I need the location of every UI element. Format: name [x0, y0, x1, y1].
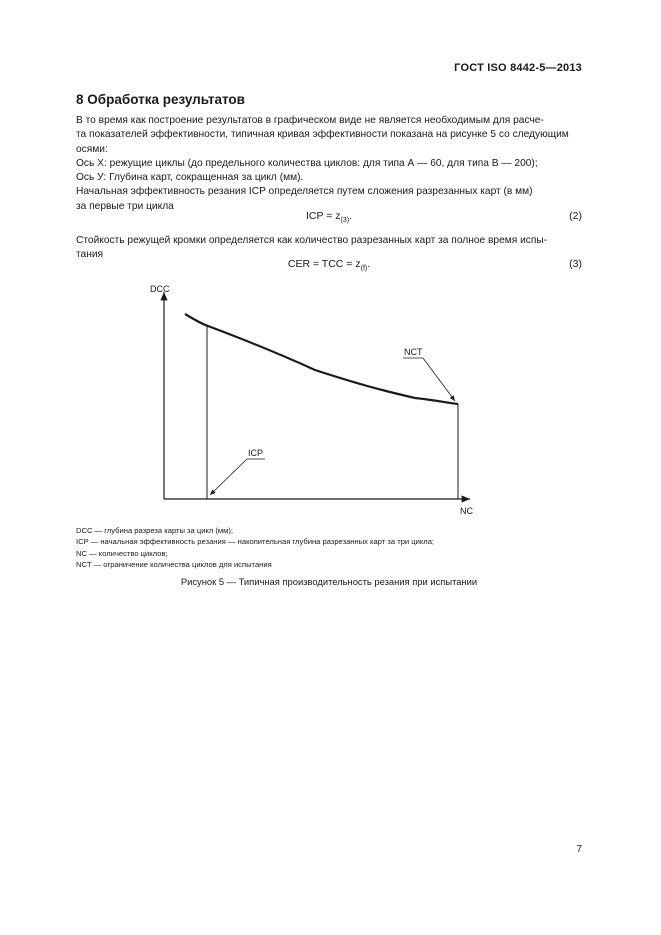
axis-x-description: Ось X: режущие циклы (до предельного количества циклов: для типа А — 60, для типа В — 200); [76, 157, 538, 169]
paragraph-line: тания [76, 249, 104, 261]
legend-item-dcc: DCC — глубина разреза карты за цикл (мм); [76, 526, 234, 535]
figure-legend [76, 525, 596, 571]
axis-y-description: Ось У: Глубина карт, сокращенная за цикл (мм). [76, 172, 304, 184]
formula-2 [76, 210, 582, 224]
formula-2-expression: ICP = $z_{(3)}$. [305, 210, 352, 225]
x-axis-label: NC [460, 506, 473, 516]
paragraph-line: осями: [76, 143, 108, 155]
y-axis-label: DCC [150, 284, 170, 294]
icp-callout-arrow [210, 459, 247, 495]
paragraph-line: В то время как построение результатов в графическом виде не является необходимым для расче- [76, 115, 544, 126]
performance-figure [140, 280, 500, 520]
page-number: 7 [576, 844, 582, 855]
formula-3 [76, 258, 582, 272]
figure-caption: Рисунок 5 — Типичная производительность резания при испытании [180, 576, 478, 587]
formula-3-expression: CER = TCC = $z_{(f)}$. [287, 258, 371, 273]
intro-paragraph [76, 114, 582, 214]
paragraph-line: Стойкость режущей кромки определяется как количество разрезанных карт за полное время испы- [76, 235, 548, 246]
formula-3-number: (3) [569, 258, 582, 270]
section-title: 8 Обработка результатов [76, 92, 245, 107]
paragraph-line: та показателей эффективности, типичная кривая эффективности показана на рисунке 5 со следующим [76, 129, 569, 141]
nct-callout-arrow [423, 358, 455, 401]
nct-label: NCT [404, 347, 423, 357]
paragraph-line: Начальная эффективность резания ICP определяется путем сложения разрезанных карт (в мм) [76, 186, 533, 198]
legend-item-nct: NCT — ограничение количества циклов для испытания [76, 560, 272, 570]
legend-item-nc: NC — количество циклов; [76, 548, 168, 558]
icp-label: ICP [248, 448, 264, 458]
document-standard-id: ГОСТ ISO 8442-5—2013 [454, 62, 582, 74]
formula-2-number: (2) [569, 210, 582, 222]
paragraph-line: за первые три цикла [76, 200, 174, 212]
legend-item-icp: ICP — начальная эффективность резания — накопительная глубина разрезанных карт за три цикла; [76, 537, 435, 547]
performance-curve [185, 314, 458, 404]
